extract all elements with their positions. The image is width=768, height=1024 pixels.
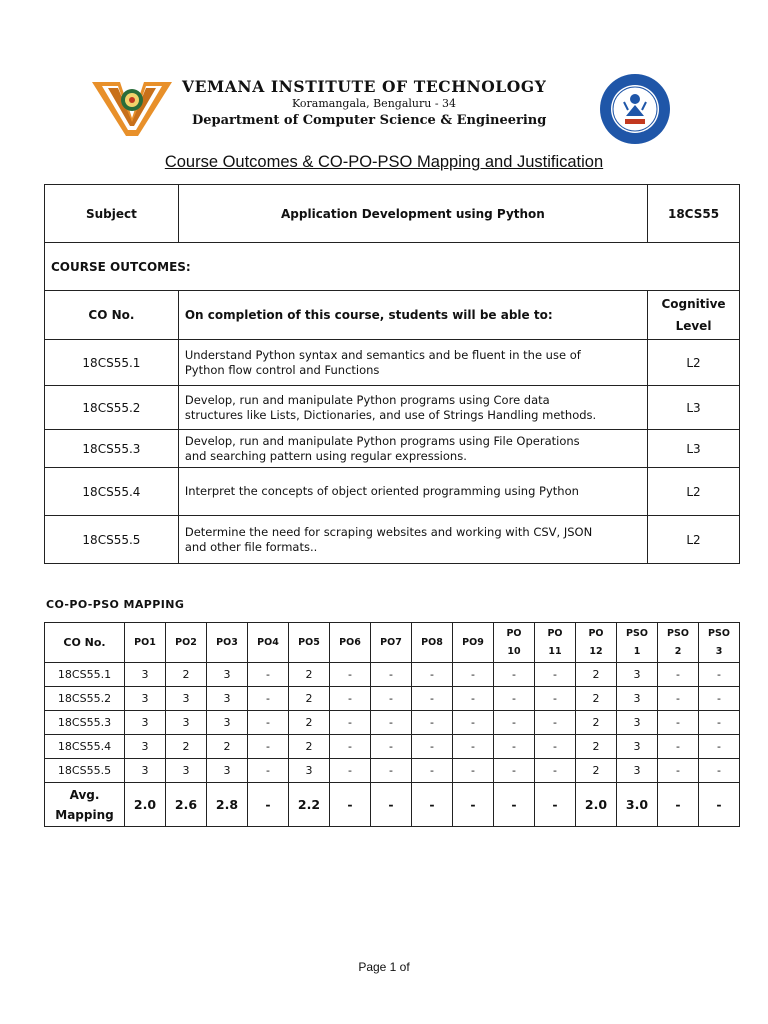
cognitive-level: L3 — [648, 430, 740, 468]
average-mapping-cell: - — [248, 783, 289, 827]
mapping-cell: 2 — [576, 711, 617, 735]
mapping-cell: - — [658, 711, 699, 735]
mapping-column-header: PO 11 — [535, 623, 576, 663]
co-number: 18CS55.5 — [45, 516, 179, 564]
level-column-header: Cognitive Level — [648, 291, 740, 340]
mapping-cell: - — [453, 759, 494, 783]
mapping-cell: - — [330, 663, 371, 687]
course-outcomes-header-row — [45, 291, 740, 340]
mapping-cell: - — [412, 687, 453, 711]
average-mapping-cell: - — [658, 783, 699, 827]
co-number: 18CS55.4 — [45, 468, 179, 516]
mapping-cell: 3 — [125, 711, 166, 735]
mapping-cell: 2 — [289, 711, 330, 735]
page-footer: Page 1 of — [358, 960, 410, 974]
co-description: Develop, run and manipulate Python programs using Core data structures like Lists, Dictionaries, and use of Strings Handling methods. — [178, 386, 647, 430]
mapping-cell: 3 — [207, 759, 248, 783]
mapping-column-header: PO7 — [371, 623, 412, 663]
mapping-cell: 3 — [125, 687, 166, 711]
course-outcome-row — [45, 516, 740, 564]
mapping-cell: 2 — [576, 759, 617, 783]
mapping-cell: 3 — [207, 663, 248, 687]
average-mapping-cell: 2.2 — [289, 783, 330, 827]
college-seal-icon — [598, 72, 672, 146]
average-mapping-cell: 2.0 — [125, 783, 166, 827]
mapping-cell: 2 — [207, 735, 248, 759]
mapping-cell: - — [494, 663, 535, 687]
mapping-cell: 2 — [289, 663, 330, 687]
average-mapping-cell: - — [699, 783, 740, 827]
co-description: Interpret the concepts of object oriented programming using Python — [178, 468, 647, 516]
mapping-cell: - — [412, 735, 453, 759]
mapping-co-number: 18CS55.1 — [45, 663, 125, 687]
mapping-cell: - — [453, 687, 494, 711]
mapping-cell: - — [412, 711, 453, 735]
mapping-cell: 3 — [207, 687, 248, 711]
mapping-cell: - — [371, 759, 412, 783]
mapping-cell: 2 — [289, 735, 330, 759]
mapping-cell: - — [658, 663, 699, 687]
mapping-column-header: PO8 — [412, 623, 453, 663]
mapping-cell: 3 — [125, 735, 166, 759]
mapping-cell: - — [535, 663, 576, 687]
mapping-column-header: PO3 — [207, 623, 248, 663]
mapping-column-header: PO4 — [248, 623, 289, 663]
mapping-cell: - — [535, 759, 576, 783]
mapping-cell: - — [453, 711, 494, 735]
mapping-cell: - — [371, 687, 412, 711]
mapping-cell: 3 — [166, 759, 207, 783]
mapping-row — [45, 711, 740, 735]
course-outcome-row — [45, 340, 740, 386]
mapping-cell: - — [371, 711, 412, 735]
cognitive-level: L2 — [648, 468, 740, 516]
mapping-cell: - — [494, 759, 535, 783]
description-column-header: On completion of this course, students will be able to: — [178, 291, 647, 340]
co-description: Understand Python syntax and semantics and be fluent in the use of Python flow control and Functions — [178, 340, 647, 386]
mapping-column-header: PO1 — [125, 623, 166, 663]
mapping-column-header: PO2 — [166, 623, 207, 663]
mapping-cell: - — [535, 735, 576, 759]
average-mapping-label: Avg. Mapping — [45, 783, 125, 827]
mapping-heading: CO-PO-PSO MAPPING — [46, 598, 185, 611]
document-title: Course Outcomes & CO-PO-PSO Mapping and Justification — [164, 153, 604, 171]
mapping-column-header: PSO 2 — [658, 623, 699, 663]
average-mapping-cell: - — [494, 783, 535, 827]
mapping-cell: - — [699, 711, 740, 735]
subject-label: Subject — [45, 185, 179, 243]
cognitive-level: L2 — [648, 340, 740, 386]
mapping-column-header: PO9 — [453, 623, 494, 663]
mapping-cell: 2 — [166, 663, 207, 687]
subject-name: Application Development using Python — [178, 185, 647, 243]
mapping-cell: - — [658, 687, 699, 711]
mapping-cell: - — [412, 663, 453, 687]
mapping-cell: - — [658, 759, 699, 783]
subject-code: 18CS55 — [648, 185, 740, 243]
course-outcome-row — [45, 386, 740, 430]
mapping-cell: - — [330, 687, 371, 711]
mapping-cell: - — [453, 735, 494, 759]
mapping-row — [45, 687, 740, 711]
mapping-co-number: 18CS55.5 — [45, 759, 125, 783]
mapping-cell: - — [494, 687, 535, 711]
mapping-co-number: 18CS55.4 — [45, 735, 125, 759]
mapping-header-row — [45, 623, 740, 663]
average-mapping-cell: 2.0 — [576, 783, 617, 827]
mapping-cell: - — [535, 687, 576, 711]
mapping-cell: - — [248, 759, 289, 783]
co-description: Determine the need for scraping websites and working with CSV, JSON and other file formats.. — [178, 516, 647, 564]
mapping-column-header: PO6 — [330, 623, 371, 663]
mapping-cell: 2 — [576, 687, 617, 711]
mapping-cell: - — [330, 735, 371, 759]
co-number: 18CS55.1 — [45, 340, 179, 386]
mapping-cell: - — [535, 711, 576, 735]
average-mapping-cell: 2.8 — [207, 783, 248, 827]
mapping-cell: - — [658, 735, 699, 759]
mapping-cell: 3 — [617, 663, 658, 687]
mapping-co-header: CO No. — [45, 623, 125, 663]
mapping-cell: - — [699, 687, 740, 711]
mapping-cell: 2 — [576, 663, 617, 687]
institute-header — [90, 72, 670, 142]
co-column-header: CO No. — [45, 291, 179, 340]
mapping-cell: - — [699, 735, 740, 759]
average-mapping-cell: - — [412, 783, 453, 827]
mapping-cell: - — [494, 735, 535, 759]
mapping-cell: 2 — [289, 687, 330, 711]
mapping-cell: - — [248, 711, 289, 735]
mapping-cell: - — [248, 687, 289, 711]
mapping-cell: 3 — [166, 687, 207, 711]
course-outcome-row — [45, 468, 740, 516]
co-description: Develop, run and manipulate Python programs using File Operations and searching pattern using regular expressions. — [178, 430, 647, 468]
cognitive-level: L3 — [648, 386, 740, 430]
average-mapping-row — [45, 783, 740, 827]
mapping-cell: - — [371, 663, 412, 687]
mapping-cell: 3 — [617, 687, 658, 711]
mapping-co-number: 18CS55.3 — [45, 711, 125, 735]
mapping-cell: 3 — [617, 759, 658, 783]
mapping-cell: 3 — [617, 735, 658, 759]
average-mapping-cell: - — [535, 783, 576, 827]
mapping-cell: - — [248, 735, 289, 759]
co-number: 18CS55.3 — [45, 430, 179, 468]
co-number: 18CS55.2 — [45, 386, 179, 430]
co-po-pso-mapping-table — [44, 622, 740, 827]
mapping-cell: - — [453, 663, 494, 687]
mapping-row — [45, 663, 740, 687]
department-name: Department of Computer Science & Engineering — [192, 113, 547, 128]
mapping-cell: 3 — [289, 759, 330, 783]
mapping-column-header: PSO 1 — [617, 623, 658, 663]
mapping-co-number: 18CS55.2 — [45, 687, 125, 711]
average-mapping-cell: - — [453, 783, 494, 827]
mapping-column-header: PO 10 — [494, 623, 535, 663]
mapping-cell: - — [412, 759, 453, 783]
mapping-cell: 3 — [125, 759, 166, 783]
course-outcome-row — [45, 430, 740, 468]
average-mapping-cell: 2.6 — [166, 783, 207, 827]
mapping-cell: - — [699, 759, 740, 783]
vemana-v-logo-icon — [90, 78, 174, 138]
average-mapping-cell: - — [330, 783, 371, 827]
mapping-cell: 3 — [207, 711, 248, 735]
mapping-cell: - — [699, 663, 740, 687]
mapping-cell: - — [248, 663, 289, 687]
mapping-cell: - — [330, 711, 371, 735]
mapping-cell: - — [494, 711, 535, 735]
mapping-column-header: PSO 3 — [699, 623, 740, 663]
mapping-row — [45, 735, 740, 759]
mapping-cell: - — [330, 759, 371, 783]
cognitive-level: L2 — [648, 516, 740, 564]
average-mapping-cell: - — [371, 783, 412, 827]
mapping-cell: 3 — [166, 711, 207, 735]
subject-row — [45, 185, 740, 243]
mapping-column-header: PO5 — [289, 623, 330, 663]
mapping-cell: 2 — [576, 735, 617, 759]
course-outcomes-heading: COURSE OUTCOMES: — [45, 243, 740, 291]
institute-text — [182, 78, 602, 130]
mapping-cell: 3 — [125, 663, 166, 687]
mapping-column-header: PO 12 — [576, 623, 617, 663]
mapping-cell: - — [371, 735, 412, 759]
course-outcomes-table — [44, 184, 740, 564]
mapping-cell: 2 — [166, 735, 207, 759]
institute-name: VEMANA INSTITUTE OF TECHNOLOGY — [182, 77, 547, 96]
mapping-cell: 3 — [617, 711, 658, 735]
average-mapping-cell: 3.0 — [617, 783, 658, 827]
mapping-row — [45, 759, 740, 783]
institute-address: Koramangala, Bengaluru - 34 — [292, 97, 457, 110]
